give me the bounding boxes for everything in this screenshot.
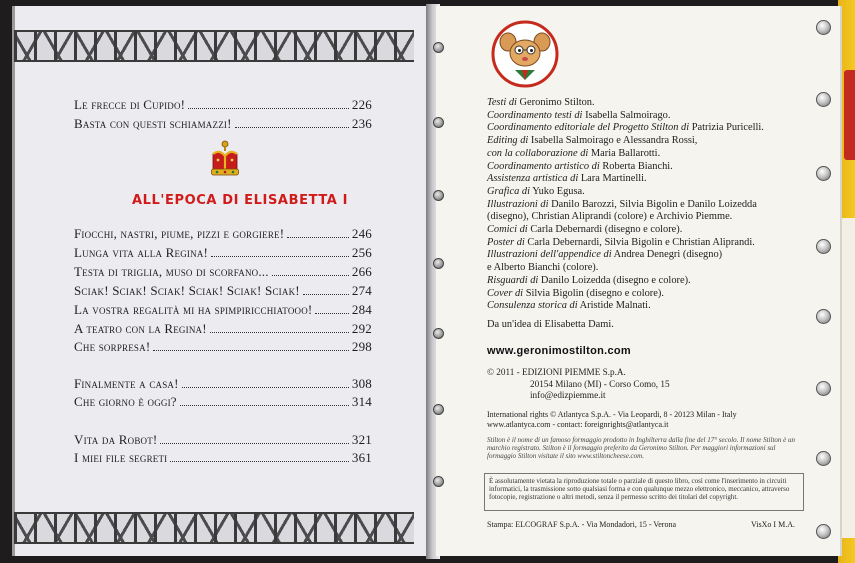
toc-page: 284 (351, 302, 372, 317)
credit-line (487, 173, 823, 186)
credit-label: Illustrazioni dell'appendice di (487, 249, 612, 261)
credit-value: Aristide Malnati. (579, 300, 651, 312)
left-page (12, 6, 431, 556)
toc-page: 361 (351, 450, 372, 465)
credit-line (487, 275, 823, 288)
credit-value: Carla Debernardi (disegno e colore). (530, 224, 683, 236)
toc-leader (303, 294, 349, 295)
printer-line: Stampa: ELCOGRAF S.p.A. - Via Mondadori, 15 - Verona (487, 520, 676, 529)
crown-icon (210, 140, 240, 178)
punch-hole (433, 42, 444, 53)
toc-row (74, 116, 372, 132)
punch-hole (433, 190, 444, 201)
binder-ring (816, 451, 831, 466)
punch-hole (433, 117, 444, 128)
credit-line (487, 224, 823, 237)
credit-line (487, 300, 823, 313)
toc-page: 256 (351, 245, 372, 260)
toc-title: A teatro con la Regina! (74, 321, 207, 336)
credit-value: Geronimo Stilton. (519, 97, 595, 108)
toc-page: 321 (351, 432, 372, 447)
toc-title: Vita da Robot! (74, 432, 158, 447)
credit-label: Illustrazioni di (487, 198, 549, 210)
toc-row (74, 432, 372, 448)
binder-ring (816, 381, 831, 396)
credit-line (487, 211, 823, 224)
geronimo-stilton-logo (491, 20, 559, 88)
credit-label: Coordinamento testi di (487, 109, 583, 121)
credit-value: e Alberto Bianchi (colore). (487, 262, 599, 274)
credit-value: Lara Martinelli. (580, 173, 647, 185)
idea-credit: Da un'idea di Elisabetta Dami. (487, 319, 614, 330)
punch-hole (433, 404, 444, 415)
toc-row (74, 97, 372, 113)
toc-title: Finalmente a casa! (74, 376, 179, 391)
credits-block (487, 97, 823, 313)
binder-ring (816, 524, 831, 539)
toc-leader (153, 350, 349, 351)
section-title: ALL'EPOCA DI ELISABETTA I (132, 193, 349, 208)
credit-value: Isabella Salmoirago e Alessandra Rossi, (530, 135, 698, 147)
copyright-block (487, 367, 670, 402)
toc-page: 298 (351, 339, 372, 354)
toc-page: 266 (351, 264, 372, 279)
credit-line (487, 110, 823, 123)
toc-title: I miei file segreti (74, 450, 168, 465)
punch-hole (433, 258, 444, 269)
girder-border-bottom (14, 512, 414, 544)
legal-notice-box: È assolutamente vietata la riproduzione totale o parziale di questo libro, così come l'inserimento in circuiti informatici, la trasmissione sotto qualsiasi forma e con qualunque mezzo elettronico, meccanico, attraverso fotocopie, registrazione o altri metodi, senza il permesso scritto dei titolari del copyright. (484, 473, 804, 511)
credit-label: con la collaborazione di (487, 147, 589, 159)
toc-row (74, 302, 372, 318)
toc-row (74, 321, 372, 337)
toc-title: Testa di triglia, muso di scorfano... (74, 264, 269, 279)
toc-title: Che sorpresa! (74, 339, 151, 354)
credit-value: (disegno), Christian Aliprandi (colore) e Archivio Piemme. (487, 211, 733, 223)
binder-ring (816, 239, 831, 254)
credit-value: Roberta Bianchi. (602, 160, 673, 172)
toc-title: Fiocchi, nastri, piume, pizzi e gorgiere! (74, 226, 285, 241)
credit-label: Cover di (487, 287, 524, 299)
toc-leader (287, 237, 349, 238)
rights-contact: www.atlantyca.com - contact: foreignrights@atlantyca.it (487, 420, 669, 429)
girder-border-top (14, 30, 414, 62)
binder-ring (816, 20, 831, 35)
toc-row (74, 226, 372, 242)
credit-label: Grafica di (487, 185, 531, 197)
toc-leader (160, 443, 348, 444)
credit-line (487, 237, 823, 250)
rights-line: International rights © Atlantyca S.p.A. - Via Leopardi, 8 - 20123 Milan - Italy (487, 410, 737, 419)
credit-value: Isabella Salmoirago. (585, 109, 671, 121)
credit-value: Danilo Loizedda (disegno e colore). (540, 274, 691, 286)
credit-line (487, 262, 823, 275)
toc-leader (210, 332, 349, 333)
binder-ring (816, 309, 831, 324)
toc-title: Che giorno è oggi? (74, 394, 177, 409)
credit-line (487, 288, 823, 301)
credit-line (487, 97, 823, 110)
credit-value: Andrea Denegri (disegno) (613, 249, 723, 261)
credit-label: Comici di (487, 224, 528, 236)
credit-line (487, 148, 823, 161)
credit-label: Testi di (487, 97, 517, 108)
credit-value: Carla Debernardi, Silvia Bigolin e Christian Aliprandi. (527, 236, 755, 248)
toc-leader (188, 108, 349, 109)
credit-line (487, 122, 823, 135)
credit-value: Silvia Bigolin (disegno e colore). (525, 287, 664, 299)
toc-page: 292 (351, 321, 372, 336)
credit-value: Yuko Egusa. (532, 185, 585, 197)
toc-leader (272, 275, 349, 276)
toc-title: Le frecce di Cupido! (74, 97, 186, 112)
toc-leader (182, 387, 349, 388)
toc-title: La vostra regalità mi ha spimpiricchiatooo! (74, 302, 313, 317)
credit-label: Coordinamento artistico di (487, 160, 600, 172)
credit-label: Coordinamento editoriale del Progetto Stilton di (487, 122, 690, 134)
toc-page: 226 (351, 97, 372, 112)
toc-page: 236 (351, 116, 372, 131)
toc-leader (170, 461, 349, 462)
toc-row (74, 339, 372, 355)
rights-block (487, 410, 737, 430)
toc-row (74, 394, 372, 410)
credit-label: Risguardi di (487, 274, 539, 286)
address-line: 20154 Milano (MI) - Corso Como, 15 (530, 378, 670, 389)
toc-row (74, 264, 372, 280)
website-link[interactable]: www.geronimostilton.com (487, 345, 631, 357)
credit-line (487, 186, 823, 199)
credit-label: Poster di (487, 236, 525, 248)
toc-title: Sciak! Sciak! Sciak! Sciak! Sciak! Sciak! (74, 283, 300, 298)
credit-line (487, 249, 823, 262)
toc-page: 274 (351, 283, 372, 298)
toc-row (74, 245, 372, 261)
toc-row (74, 376, 372, 392)
credit-value: Patrizia Puricelli. (691, 122, 764, 134)
credit-value: Maria Ballarotti. (590, 147, 661, 159)
binder-ring (816, 166, 831, 181)
credit-value: Danilo Barozzi, Silvia Bigolin e Danilo Loizedda (551, 198, 757, 210)
visto-stamp: VisXo I M.A. (751, 520, 795, 529)
copyright-line: © 2011 - EDIZIONI PIEMME S.p.A. (487, 367, 626, 377)
binder-ring (816, 92, 831, 107)
punch-hole (433, 476, 444, 487)
toc-page: 314 (351, 394, 372, 409)
toc-leader (315, 313, 348, 314)
toc-page: 308 (351, 376, 372, 391)
stilton-notice: Stilton è il nome di un famoso formaggio prodotto in Inghilterra dalla fine del 17° secolo. Il nome Stilton è un marchio registrato. Stilton è il formaggio preferito da Geronimo Stilton. Per maggiori informazioni sul formaggio Stilton visitate il sito www.stiltoncheese.com. (487, 436, 795, 460)
toc-leader (211, 256, 349, 257)
credit-label: Assistenza artistica di (487, 173, 579, 185)
red-tab (844, 70, 855, 160)
page-edge-tab (841, 218, 855, 538)
punch-hole (433, 328, 444, 339)
credit-line (487, 161, 823, 174)
credit-line (487, 135, 823, 148)
toc-title: Basta con questi schiamazzi! (74, 116, 232, 131)
credit-label: Consulenza storica di (487, 300, 578, 312)
email-line: info@edizpiemme.it (530, 390, 606, 400)
credit-line (487, 199, 823, 212)
toc-page: 246 (351, 226, 372, 241)
toc-leader (235, 127, 349, 128)
toc-title: Lunga vita alla Regina! (74, 245, 209, 260)
toc-row (74, 450, 372, 466)
toc-leader (180, 405, 349, 406)
toc-row (74, 283, 372, 299)
credit-label: Editing di (487, 135, 529, 147)
